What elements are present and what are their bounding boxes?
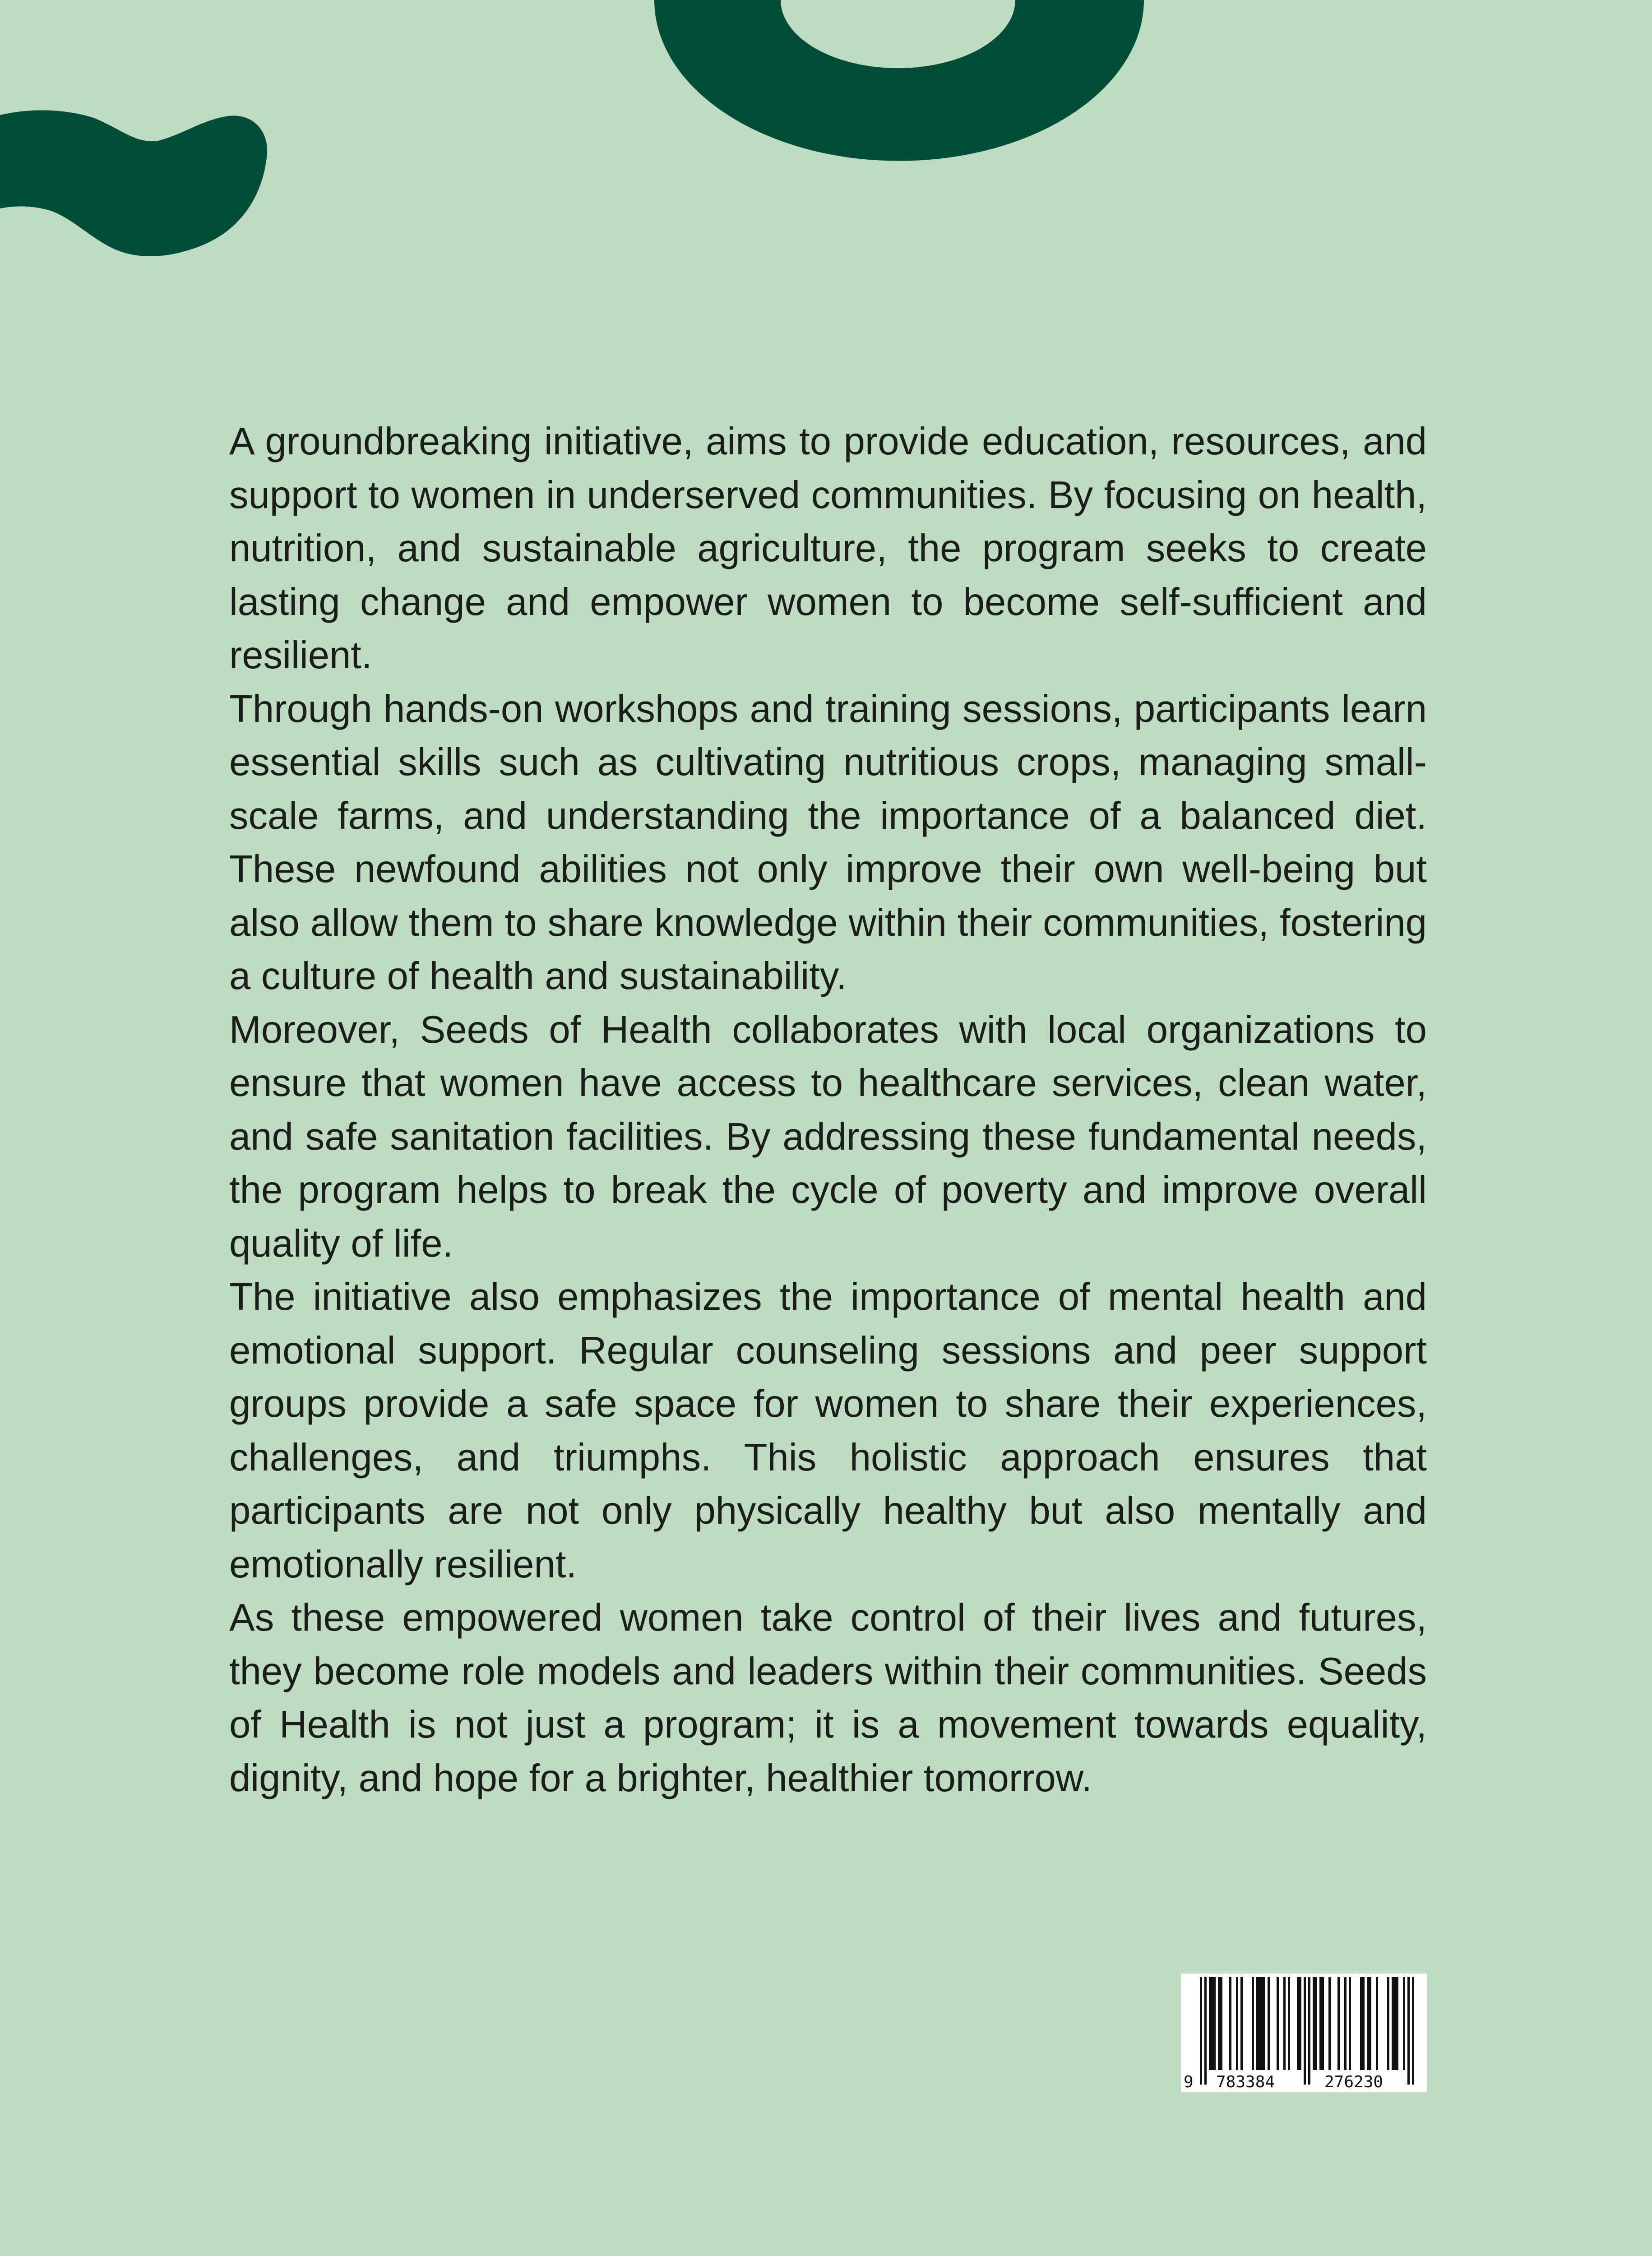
barcode-bar bbox=[1360, 1977, 1362, 2070]
barcode-bar bbox=[1349, 1977, 1351, 2070]
barcode-bar bbox=[1362, 1977, 1365, 2070]
barcode-bar bbox=[1344, 1977, 1347, 2070]
barcode-bar bbox=[1211, 1977, 1213, 2070]
barcode-digits bbox=[1181, 2072, 1427, 2092]
isbn-barcode bbox=[1181, 1974, 1427, 2092]
barcode-bar bbox=[1407, 1977, 1410, 2085]
barcode-bar bbox=[1313, 1977, 1315, 2070]
barcode-bar bbox=[1394, 1977, 1396, 2070]
barcode-bar bbox=[1297, 1977, 1299, 2070]
barcode-bar bbox=[1218, 1977, 1220, 2070]
barcode-bar bbox=[1252, 1977, 1254, 2070]
barcode-bar bbox=[1328, 1977, 1331, 2070]
description-paragraph-5: As these empowered women take control of their lives and futures, they become role models and leaders within their communities. Seeds of Health is not just a program; it is a movement towards equality, dignity, and hope for a brighter, healthier tomorrow. bbox=[229, 1596, 1427, 1800]
barcode-bar bbox=[1376, 1977, 1378, 2070]
barcode-bar bbox=[1268, 1977, 1270, 2070]
barcode-bar bbox=[1200, 1977, 1202, 2085]
description-paragraph-2: Through hands-on workshops and training sessions, participants learn essential skills such as cultivating nutritious crops, managing small-scale farms, and understanding the importance of a balanced diet. These newfound abilities not only improve their own well-being but also allow them to share knowledge within their communities, fostering a culture of health and sustainability. bbox=[229, 687, 1427, 998]
ring-shape bbox=[654, 0, 1144, 161]
barcode-bar bbox=[1209, 1977, 1211, 2070]
barcode-bar bbox=[1299, 1977, 1301, 2070]
description-paragraph-4: The initiative also emphasizes the importance of mental health and emotional support. Regular counseling sessions and peer support groups provide a safe space for women to share their experiences, challenges, and triumphs. This holistic approach ensures that participants are not only physically healthy but also mentally and emotionally resilient. bbox=[229, 1276, 1427, 1586]
barcode-bar bbox=[1369, 1977, 1371, 2070]
barcode-bar bbox=[1283, 1977, 1286, 2070]
barcode-bar bbox=[1277, 1977, 1279, 2070]
barcode-bar bbox=[1367, 1977, 1369, 2070]
barcode-bar bbox=[1240, 1977, 1243, 2070]
description-paragraph-3: Moreover, Seeds of Health collaborates with local organizations to ensure that women have access to healthcare services, clean water, and safe sanitation facilities. By addressing these fundamental needs, the program helps to break the cycle of poverty and improve overall quality of life. bbox=[229, 1008, 1427, 1265]
barcode-lead-digit: 9 bbox=[1184, 2073, 1194, 2091]
barcode-bar bbox=[1236, 1977, 1238, 2070]
barcode-bar bbox=[1261, 1977, 1263, 2070]
barcode-bar bbox=[1204, 1977, 1207, 2085]
barcode-bar bbox=[1213, 1977, 1216, 2070]
barcode-bar bbox=[1256, 1977, 1259, 2070]
barcode-bar bbox=[1319, 1977, 1322, 2070]
barcode-bar bbox=[1229, 1977, 1231, 2070]
barcode-bar bbox=[1322, 1977, 1324, 2070]
barcode-bar bbox=[1392, 1977, 1394, 2070]
barcode-bar bbox=[1396, 1977, 1398, 2070]
barcode-bar bbox=[1412, 1977, 1414, 2085]
barcode-bar bbox=[1304, 1977, 1306, 2085]
description-paragraph-1: A groundbreaking initiative, aims to provide education, resources, and support to women in underserved communities. By focusing on health, nutrition, and sustainable agriculture, the program seeks to create lasting change and empower women to become self-sufficient and resilient. bbox=[229, 420, 1427, 677]
barcode-bar bbox=[1403, 1977, 1405, 2070]
barcode-bar bbox=[1308, 1977, 1310, 2085]
barcode-bar bbox=[1220, 1977, 1222, 2070]
barcode-bar bbox=[1315, 1977, 1317, 2070]
barcode-bar bbox=[1337, 1977, 1340, 2070]
barcode-left-digits: 783384 bbox=[1216, 2073, 1275, 2091]
barcode-bar bbox=[1263, 1977, 1265, 2070]
barcode-bar bbox=[1259, 1977, 1261, 2070]
description-text bbox=[229, 415, 1427, 1805]
wave-blob-shape bbox=[0, 110, 267, 256]
barcode-bar bbox=[1288, 1977, 1290, 2070]
barcode-right-digits: 276230 bbox=[1324, 2073, 1384, 2091]
barcode-bar bbox=[1387, 1977, 1389, 2070]
